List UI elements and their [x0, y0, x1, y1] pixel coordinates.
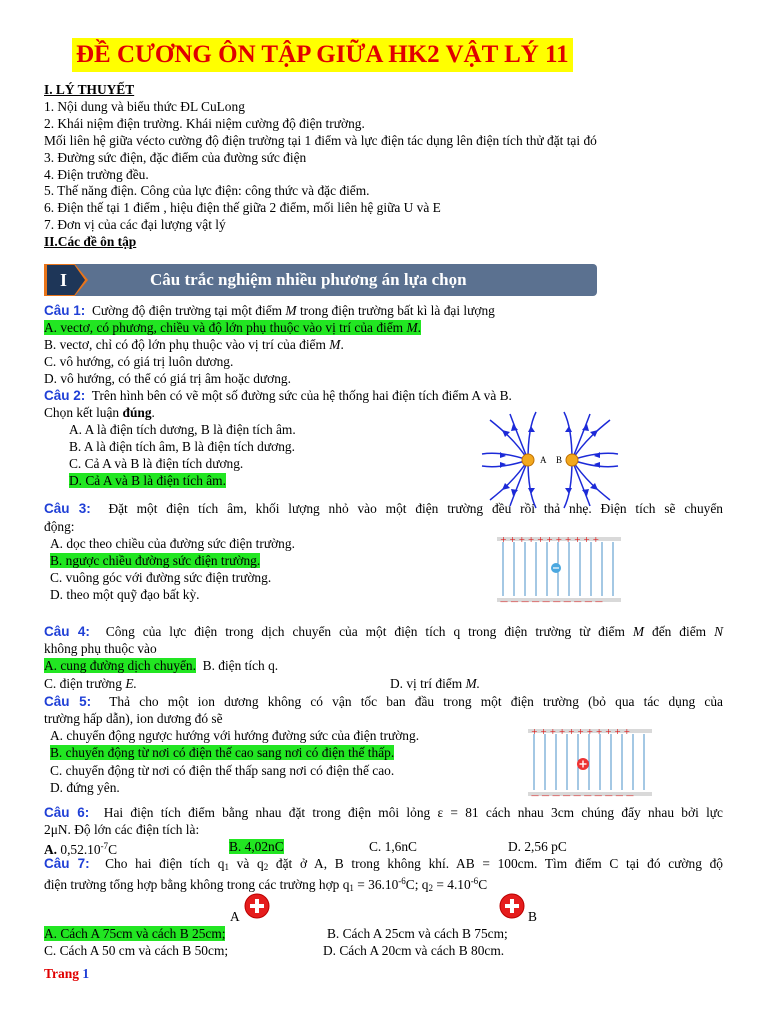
question-6-stem: Câu 6: Hai điện tích điểm bằng nhau đặt trong điện môi lỏng ε = 81 cách nhau 3cm chúng đẩy nhau bởi lực	[44, 805, 723, 820]
question-4-option-a: A. cung đường dịch chuyển. B. điện tích q.	[44, 658, 279, 673]
question-1-stem: Câu 1: Cường độ điện trường tại một điểm M trong điện trường bất kì là đại lượng	[44, 303, 495, 318]
question-5-stem: Câu 5: Thả cho một ion dương không có vận tốc ban đầu trong một điện trường (bỏ qua tác dụng của	[44, 694, 723, 709]
theory-item: 6. Điện thế tại 1 điểm , hiệu điện thế giữa 2 điểm, mối liên hệ giữa U và E	[44, 200, 441, 215]
svg-text:+ + + + + + + + + + +: + + + + + + + + + + +	[531, 727, 631, 736]
theory-item: 3. Đường sức điện, đặc điểm của đường sức điện	[44, 150, 307, 165]
question-1-option-d: D. vô hướng, có thể có giá trị âm hoặc dương.	[44, 371, 291, 386]
page-footer	[44, 966, 89, 982]
question-5-option-b: B. chuyển động từ nơi có điện thế cao sang nơi có điện thế thấp.	[50, 745, 395, 760]
charge-label-a: A	[230, 909, 240, 924]
theory-item: 1. Nội dung và biểu thức ĐL CuLong	[44, 99, 245, 114]
theory-item: 2. Khái niệm điện trường. Khái niệm cường độ điện trường.	[44, 116, 365, 131]
question-7-option-a: A. Cách A 75cm và cách B 25cm;	[44, 926, 226, 941]
question-3-option-c: C. vuông góc với đường sức điện trường.	[50, 570, 272, 585]
question-5-option-a: A. chuyển động ngược hướng với hướng đường sức của điện trường.	[50, 728, 420, 743]
footer-label: Trang	[44, 966, 80, 981]
question-label: Câu 1:	[44, 303, 86, 318]
question-5-option-d: D. đứng yên.	[50, 780, 120, 795]
question-4-option-c: C. điện trường E.	[44, 676, 137, 691]
question-3-option-b: B. ngược chiều đường sức điện trường.	[50, 553, 261, 568]
question-7-option-b: B. Cách A 25cm và cách B 75cm;	[327, 926, 508, 941]
question-2-option-b: B. A là điện tích âm, B là điện tích dương.	[69, 439, 295, 454]
svg-text:— — — — — — — — — —: — — — — — — — — — —	[531, 791, 634, 800]
question-1-option-b: B. vectơ, chỉ có độ lớn phụ thuộc vào vị trí của điểm M.	[44, 337, 344, 352]
question-2-option-a: A. A là điện tích dương, B là điện tích âm.	[69, 422, 296, 437]
theory-item: 7. Đơn vị của các đại lượng vật lý	[44, 217, 226, 232]
practice-heading: II.Các đề ôn tập	[44, 234, 137, 249]
theory-heading: I. LÝ THUYẾT	[44, 82, 135, 97]
question-7-stem: Câu 7: Cho hai điện tích $q_1$ và $q_2$ đặt ở A, B trong không khí. AB = 100cm. Tìm điểm C tại đó cường độ	[44, 856, 724, 872]
question-6-option-d: D. 2,56 pC	[508, 839, 567, 854]
question-4-stem-2: không phụ thuộc vào	[44, 641, 157, 656]
figure-label-a: A	[540, 455, 547, 465]
uniform-field-figure-positive	[526, 726, 656, 800]
theory-item: 4. Điện trường đều.	[44, 167, 149, 182]
question-6-option-a: A. $0,52.10^{-7}C$	[44, 841, 117, 857]
question-7-option-c: C. Cách A 50 cm và cách B 50cm;	[44, 943, 229, 958]
question-2-stem-2: Chọn kết luận đúng.	[44, 405, 155, 420]
question-7-stem-2: điện trường tổng hợp bằng không trong các trường hợp $q_1 = 36.10^{-6}C$; $q_2 = 4.10^{-6}C$	[44, 876, 488, 893]
field-lines-figure	[480, 410, 620, 510]
question-2-stem: Câu 2: Trên hình bên có vẽ một số đường sức của hệ thống hai điện tích điểm A và B.	[44, 388, 512, 403]
question-3-option-a: A. dọc theo chiều của đường sức điện trường.	[50, 536, 295, 551]
uniform-field-figure-negative	[495, 534, 625, 606]
positive-charge-a-icon	[243, 892, 271, 920]
theory-item: 5. Thế năng điện. Công của lực điện: công thức và đặc điểm.	[44, 183, 370, 198]
question-6-stem-2: 2μN. Độ lớn các điện tích là:	[44, 822, 200, 837]
banner-number: I	[60, 270, 68, 290]
svg-text:+ + + + + + + + + + +: + + + + + + + + + + +	[500, 535, 600, 544]
question-1-option-c: C. vô hướng, có giá trị luôn dương.	[44, 354, 234, 369]
positive-charge-b-icon	[498, 892, 526, 920]
question-6-option-c: C. 1,6nC	[369, 839, 417, 854]
question-7-option-d: D. Cách A 20cm và cách B 80cm.	[323, 943, 505, 958]
figure-label-b: B	[556, 455, 563, 465]
question-1-option-a: A. vectơ, có phương, chiều và độ lớn phụ thuộc vào vị trí của điểm M.	[44, 320, 421, 335]
page-title: ĐỀ CƯƠNG ÔN TẬP GIỮA HK2 VẬT LÝ 11	[72, 38, 573, 72]
question-2-option-c: C. Cả A và B là điện tích dương.	[69, 456, 244, 471]
svg-text:— — — — — — — — — —: — — — — — — — — — —	[500, 597, 603, 606]
question-3-stem: Câu 3: Đặt một điện tích âm, khối lượng nhỏ vào một điện trường đều rồi thả nhẹ. Điện tích sẽ chuyển	[44, 501, 723, 516]
question-4-option-d: D. vị trí điểm M.	[390, 676, 481, 691]
banner-title: Câu trắc nghiệm nhiều phương án lựa chọn	[150, 270, 467, 289]
charge-label-b: B	[528, 909, 537, 924]
question-5-stem-2: trường hấp dẫn), ion dương đó sẽ	[44, 711, 223, 726]
theory-item: Mối liên hệ giữa vécto cường độ điện trường tại 1 điểm và lực điện tác dụng lên điện tích thử đặt tại đó	[44, 133, 597, 148]
page-number: 1	[82, 966, 90, 981]
question-5-option-c: C. chuyển động từ nơi có điện thế thấp sang nơi có điện thế cao.	[50, 763, 395, 778]
question-3-stem-2: động:	[44, 519, 75, 534]
question-4-stem: Câu 4: Công của lực điện trong dịch chuyển của một điện tích q trong điện trường từ điểm M đến điểm N	[44, 624, 723, 639]
question-3-option-d: D. theo một quỹ đạo bất kỳ.	[50, 587, 200, 602]
question-6-option-b: B. 4,02nC	[229, 839, 284, 854]
question-2-option-d: D. Cả A và B là điện tích âm.	[69, 473, 226, 488]
